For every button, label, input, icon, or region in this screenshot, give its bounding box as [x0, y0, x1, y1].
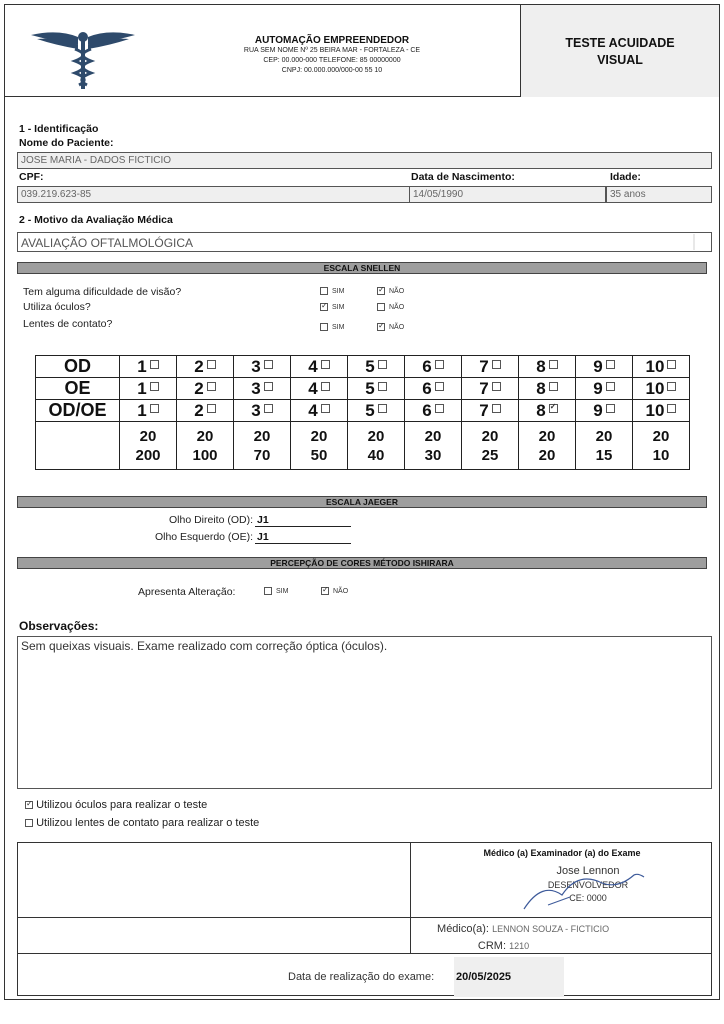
- checkbox[interactable]: [150, 404, 159, 413]
- jaeger-band: ESCALA JAEGER: [17, 496, 707, 508]
- snellen-row: [36, 400, 690, 422]
- checkbox[interactable]: [321, 360, 330, 369]
- snellen-fraction: [405, 422, 462, 470]
- snellen-line-cell[interactable]: [576, 356, 633, 378]
- snellen-line-cell[interactable]: [177, 378, 234, 400]
- checkbox-checked[interactable]: [320, 303, 328, 311]
- section-identification-title: 1 - Identificação: [19, 123, 99, 135]
- snellen-line-cell[interactable]: [120, 378, 177, 400]
- question-glasses: Utiliza óculos?: [23, 301, 91, 313]
- checkbox-checked[interactable]: [25, 801, 33, 809]
- checkbox[interactable]: [667, 382, 676, 391]
- usage-glasses-option[interactable]: ✓ Utilizou óculos para realizar o teste: [25, 799, 207, 811]
- snellen-line-cell[interactable]: [462, 378, 519, 400]
- jaeger-oe-label: Olho Esquerdo (OE):: [154, 531, 253, 543]
- jaeger-od-value[interactable]: J1: [255, 514, 351, 527]
- ishihara-band: PERCEPÇÃO DE CORES MÉTODO ISHIRARA: [17, 557, 707, 569]
- checkbox[interactable]: [320, 287, 328, 295]
- divider: [410, 843, 411, 953]
- checkbox[interactable]: [321, 404, 330, 413]
- company-contact: CEP: 00.000-000 TELEFONE: 85 00000000: [263, 57, 401, 64]
- snellen-line-cell[interactable]: [177, 356, 234, 378]
- fraction-numerator: 20: [538, 427, 556, 445]
- snellen-line-cell[interactable]: [177, 400, 234, 422]
- ishihara-no-option[interactable]: ✓ NÃO: [321, 587, 348, 595]
- snellen-fraction: [234, 422, 291, 470]
- line-number: 8: [536, 400, 546, 420]
- line-number: 10: [645, 400, 665, 420]
- doc-title-line2: VISUAL: [597, 53, 643, 67]
- checkbox-checked[interactable]: [549, 404, 558, 413]
- line-number: 4: [308, 400, 318, 420]
- line-number: 6: [422, 378, 432, 398]
- snellen-line-cell[interactable]: [234, 378, 291, 400]
- line-number: 7: [479, 400, 489, 420]
- checkbox-checked[interactable]: [377, 323, 385, 331]
- jaeger-oe-value[interactable]: J1: [255, 531, 351, 544]
- fraction-denominator: 20: [538, 446, 556, 464]
- usage-lenses-option[interactable]: Utilizou lentes de contato para realizar o teste: [25, 817, 259, 829]
- eye-label: OD: [36, 356, 120, 378]
- snellen-line-cell[interactable]: [348, 356, 405, 378]
- signature-name: Jose Lennon: [556, 865, 620, 877]
- line-number: 9: [593, 378, 603, 398]
- glasses-yes-option[interactable]: ✓SIM: [320, 303, 344, 311]
- checkbox[interactable]: [150, 382, 159, 391]
- line-number: 4: [308, 378, 318, 398]
- checkbox[interactable]: [492, 360, 501, 369]
- checkbox[interactable]: [606, 360, 615, 369]
- empty-cell: [36, 422, 120, 470]
- fraction-denominator: 40: [367, 446, 385, 464]
- line-number: 3: [251, 356, 261, 376]
- motive-value: AVALIAÇÃO OFTALMOLÓGICA: [21, 236, 194, 250]
- line-number: 5: [365, 378, 375, 398]
- snellen-line-cell[interactable]: [120, 400, 177, 422]
- doc-title: [520, 5, 719, 97]
- snellen-line-cell[interactable]: [576, 378, 633, 400]
- exam-form: [4, 4, 720, 1000]
- line-number: 3: [251, 378, 261, 398]
- observations-field[interactable]: Sem queixas visuais. Exame realizado com correção óptica (óculos).: [17, 636, 712, 789]
- glasses-no-option[interactable]: NÃO: [377, 303, 404, 311]
- dob-field[interactable]: 14/05/1990: [409, 186, 606, 203]
- lenses-no-option[interactable]: ✓ NÃO: [377, 323, 404, 331]
- motive-field[interactable]: [17, 232, 712, 252]
- fraction-numerator: 20: [196, 427, 214, 445]
- question-difficulty: Tem alguma dificuldade de visão?: [23, 286, 182, 298]
- snellen-line-cell[interactable]: [291, 356, 348, 378]
- signature-ce: CE: 0000: [569, 893, 607, 903]
- age-label: Idade:: [610, 171, 641, 183]
- checkbox[interactable]: [207, 360, 216, 369]
- line-number: 2: [194, 356, 204, 376]
- cpf-label: CPF:: [19, 171, 44, 183]
- checkbox[interactable]: [667, 404, 676, 413]
- snellen-line-cell[interactable]: [633, 378, 690, 400]
- checkbox[interactable]: [264, 587, 272, 595]
- line-number: 3: [251, 400, 261, 420]
- checkbox[interactable]: [606, 404, 615, 413]
- snellen-fraction: [120, 422, 177, 470]
- line-number: 4: [308, 356, 318, 376]
- line-number: 2: [194, 378, 204, 398]
- section-motive-title: 2 - Motivo da Avaliação Médica: [19, 214, 173, 226]
- snellen-line-cell[interactable]: [633, 400, 690, 422]
- age-field[interactable]: 35 anos: [606, 186, 712, 203]
- fraction-numerator: 20: [139, 427, 157, 445]
- lenses-yes-option[interactable]: SIM: [320, 323, 344, 331]
- snellen-line-cell[interactable]: [405, 400, 462, 422]
- snellen-fraction: [519, 422, 576, 470]
- observations-label: Observações:: [19, 619, 99, 633]
- checkbox[interactable]: [207, 382, 216, 391]
- patient-name-label: Nome do Paciente:: [19, 137, 114, 149]
- snellen-line-cell[interactable]: [519, 378, 576, 400]
- question-lenses: Lentes de contato?: [23, 318, 113, 330]
- snellen-fraction: [291, 422, 348, 470]
- snellen-line-cell[interactable]: [234, 356, 291, 378]
- snellen-fraction: [177, 422, 234, 470]
- line-number: 6: [422, 400, 432, 420]
- fraction-denominator: 25: [481, 446, 499, 464]
- line-number: 5: [365, 356, 375, 376]
- snellen-line-cell[interactable]: [348, 378, 405, 400]
- snellen-line-cell[interactable]: [234, 400, 291, 422]
- checkbox[interactable]: [549, 382, 558, 391]
- checkbox[interactable]: [435, 404, 444, 413]
- checkbox[interactable]: [264, 382, 273, 391]
- snellen-line-cell[interactable]: [405, 378, 462, 400]
- company-address: RUA SEM NOME Nº 25 BEIRA MAR - FORTALEZA - CE: [243, 47, 421, 54]
- snellen-fraction: [348, 422, 405, 470]
- fraction-denominator: 10: [652, 446, 670, 464]
- snellen-line-cell[interactable]: [519, 356, 576, 378]
- line-number: 1: [137, 400, 147, 420]
- line-number: 7: [479, 356, 489, 376]
- fraction-numerator: 20: [367, 427, 385, 445]
- signature-role: DESENVOLVEDOR: [547, 880, 629, 890]
- snellen-line-cell[interactable]: [291, 378, 348, 400]
- fraction-numerator: 20: [253, 427, 271, 445]
- checkbox[interactable]: [378, 382, 387, 391]
- fraction-denominator: 30: [424, 446, 442, 464]
- line-number: 7: [479, 378, 489, 398]
- dob-label: Data de Nascimento:: [411, 171, 515, 183]
- patient-name-field[interactable]: JOSE MARIA - DADOS FICTICIO: [17, 152, 712, 169]
- fraction-denominator: 15: [595, 446, 613, 464]
- line-number: 10: [645, 356, 665, 376]
- checkbox[interactable]: [492, 382, 501, 391]
- fraction-numerator: 20: [424, 427, 442, 445]
- checkbox[interactable]: [264, 360, 273, 369]
- fraction-denominator: 200: [135, 446, 161, 464]
- snellen-line-cell[interactable]: [519, 400, 576, 422]
- doc-title-line1: TESTE ACUIDADE: [565, 36, 675, 50]
- checkbox[interactable]: [264, 404, 273, 413]
- line-number: 5: [365, 400, 375, 420]
- snellen-line-cell[interactable]: [120, 356, 177, 378]
- checkbox[interactable]: [207, 404, 216, 413]
- checkbox[interactable]: [320, 323, 328, 331]
- signature-block: [17, 842, 712, 996]
- line-number: 8: [536, 356, 546, 376]
- ishihara-question: Apresenta Alteração:: [138, 586, 236, 598]
- eye-label: OE: [36, 378, 120, 400]
- snellen-fraction-row: [36, 422, 690, 470]
- field-scroll-indicator: [693, 234, 695, 250]
- snellen-row: [36, 356, 690, 378]
- snellen-fraction: [462, 422, 519, 470]
- checkbox-checked[interactable]: [321, 587, 329, 595]
- jaeger-od-label: Olho Direito (OD):: [168, 514, 253, 526]
- line-number: 1: [137, 378, 147, 398]
- snellen-line-cell[interactable]: [348, 400, 405, 422]
- company-info: [145, 35, 519, 76]
- divider: [18, 953, 711, 954]
- line-number: 10: [645, 378, 665, 398]
- company-cnpj: CNPJ: 00.000.000/000-00 55 10: [281, 67, 383, 74]
- handwritten-signature: [518, 861, 648, 913]
- snellen-line-cell[interactable]: [633, 356, 690, 378]
- checkbox[interactable]: [150, 360, 159, 369]
- checkbox[interactable]: [667, 360, 676, 369]
- line-number: 9: [593, 356, 603, 376]
- company-name: AUTOMAÇÃO EMPREENDEDOR: [254, 35, 410, 46]
- fraction-numerator: 20: [310, 427, 328, 445]
- fraction-numerator: 20: [595, 427, 613, 445]
- fraction-numerator: 20: [652, 427, 670, 445]
- divider: [18, 917, 711, 918]
- checkbox[interactable]: [378, 360, 387, 369]
- checkbox[interactable]: [492, 404, 501, 413]
- snellen-line-cell[interactable]: [462, 356, 519, 378]
- difficulty-no-option[interactable]: ✓ NÃO: [377, 287, 404, 295]
- exam-date-label: Data de realização do exame:: [288, 971, 435, 983]
- snellen-table: [35, 355, 690, 470]
- line-number: 1: [137, 356, 147, 376]
- eye-label: OD/OE: [36, 400, 120, 422]
- checkbox[interactable]: [321, 382, 330, 391]
- checkbox[interactable]: [25, 819, 33, 827]
- checkbox[interactable]: [435, 382, 444, 391]
- snellen-band: ESCALA SNELLEN: [17, 262, 707, 274]
- snellen-row: [36, 378, 690, 400]
- cpf-field[interactable]: 039.219.623-85: [17, 186, 410, 203]
- snellen-fraction: [576, 422, 633, 470]
- fraction-denominator: 100: [192, 446, 218, 464]
- snellen-line-cell[interactable]: [576, 400, 633, 422]
- line-number: 8: [536, 378, 546, 398]
- difficulty-yes-option[interactable]: SIM: [320, 287, 344, 295]
- exam-date-value[interactable]: 20/05/2025: [454, 957, 564, 997]
- line-number: 2: [194, 400, 204, 420]
- snellen-line-cell[interactable]: [462, 400, 519, 422]
- form-header: [5, 5, 719, 97]
- examiner-title: Médico (a) Examinador (a) do Exame: [483, 848, 641, 858]
- ishihara-yes-option[interactable]: SIM: [264, 587, 288, 595]
- checkbox-checked[interactable]: [377, 287, 385, 295]
- caduceus-icon: [23, 23, 143, 93]
- checkbox[interactable]: [377, 303, 385, 311]
- line-number: 9: [593, 400, 603, 420]
- checkbox[interactable]: [606, 382, 615, 391]
- fraction-denominator: 70: [253, 446, 271, 464]
- fraction-numerator: 20: [481, 427, 499, 445]
- line-number: 6: [422, 356, 432, 376]
- snellen-line-cell[interactable]: [291, 400, 348, 422]
- snellen-fraction: [633, 422, 690, 470]
- fraction-denominator: 50: [310, 446, 328, 464]
- checkbox[interactable]: [549, 360, 558, 369]
- snellen-line-cell[interactable]: [405, 356, 462, 378]
- crm-row: CRM: 1210: [477, 940, 530, 952]
- checkbox[interactable]: [378, 404, 387, 413]
- checkbox[interactable]: [435, 360, 444, 369]
- doctor-row: Médico(a): LENNON SOUZA - FICTICIO: [437, 923, 610, 935]
